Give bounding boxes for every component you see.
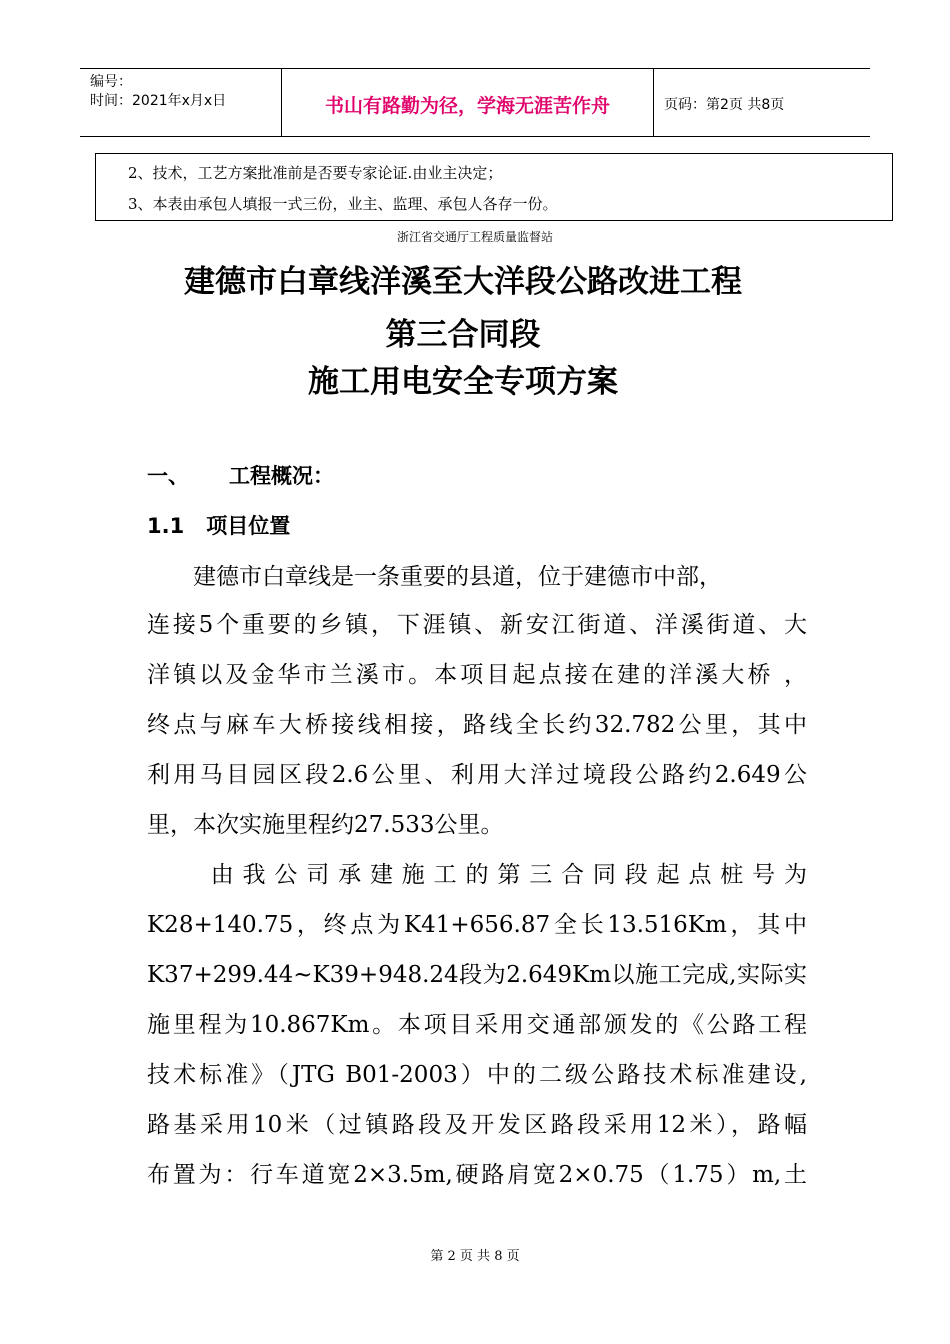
doc-title-line2: 第三合同段 <box>385 317 541 353</box>
body-line: 路基采用10米（过镇路段及开发区路段采用12米），路幅 <box>147 1112 807 1138</box>
section-title: 项目位置 <box>206 514 291 538</box>
header-motto: 书山有路勤为径，学海无涯苦作舟 <box>324 95 610 117</box>
date-label: 时间：2021年x月x日 <box>90 93 227 109</box>
section-title: 工程概况： <box>229 464 334 488</box>
body-line: 由我公司承建施工的第三合同段起点桩号为 <box>147 862 807 888</box>
note-item: 3、本表由承包人填报一式三份，业主、监理、承包人各存一份。 <box>128 195 558 213</box>
body-line: 利用马目园区段2.6公里、利用大洋过境段公路约2.649公 <box>147 762 807 788</box>
page-label: 页码：第2页 共8页 <box>664 97 785 113</box>
body-line: 连接5个重要的乡镇，下涯镇、新安江街道、洋溪街道、大 <box>147 612 807 638</box>
body-line: 洋镇以及金华市兰溪市。本项目起点接在建的洋溪大桥 ， <box>147 662 807 688</box>
notes-box <box>95 153 893 221</box>
section-heading-1 <box>147 460 334 490</box>
header-table <box>80 68 870 137</box>
body-line: K37+299.44~K39+948.24段为2.649Km以施工完成,实际实 <box>147 962 807 988</box>
body-line: K28+140.75，终点为K41+656.87全长13.516Km，其中 <box>147 912 807 938</box>
header-meta <box>90 73 226 111</box>
doc-title-line3: 施工用电安全专项方案 <box>308 364 618 400</box>
body-line: 建德市白章线是一条重要的县道，位于建德市中部， <box>147 564 722 590</box>
body-line: 布置为：行车道宽2×3.5m,硬路肩宽2×0.75（1.75）m,土 <box>147 1162 807 1188</box>
note-item: 2、技术，工艺方案批准前是否要专家论证.由业主决定； <box>128 164 503 182</box>
body-line: 技术标准》（JTG B01-2003）中的二级公路技术标准建设, <box>147 1062 807 1088</box>
header-divider <box>653 69 654 136</box>
station-caption: 浙江省交通厅工程质量监督站 <box>396 230 553 244</box>
number-label: 编号： <box>90 74 132 90</box>
body-line: 施里程为10.867Km。本项目采用交通部颁发的《公路工程 <box>147 1012 807 1038</box>
section-heading-1-1 <box>147 510 290 540</box>
page-footer: 第 2 页 共 8 页 <box>430 1249 520 1264</box>
section-number: 一、 <box>147 464 189 488</box>
section-number: 1.1 <box>147 514 185 538</box>
body-line: 里，本次实施里程约27.533公里。 <box>147 812 504 838</box>
doc-title-line1: 建德市白章线洋溪至大洋段公路改进工程 <box>184 264 742 300</box>
body-line: 终点与麻车大桥接线相接，路线全长约32.782公里，其中 <box>147 712 807 738</box>
